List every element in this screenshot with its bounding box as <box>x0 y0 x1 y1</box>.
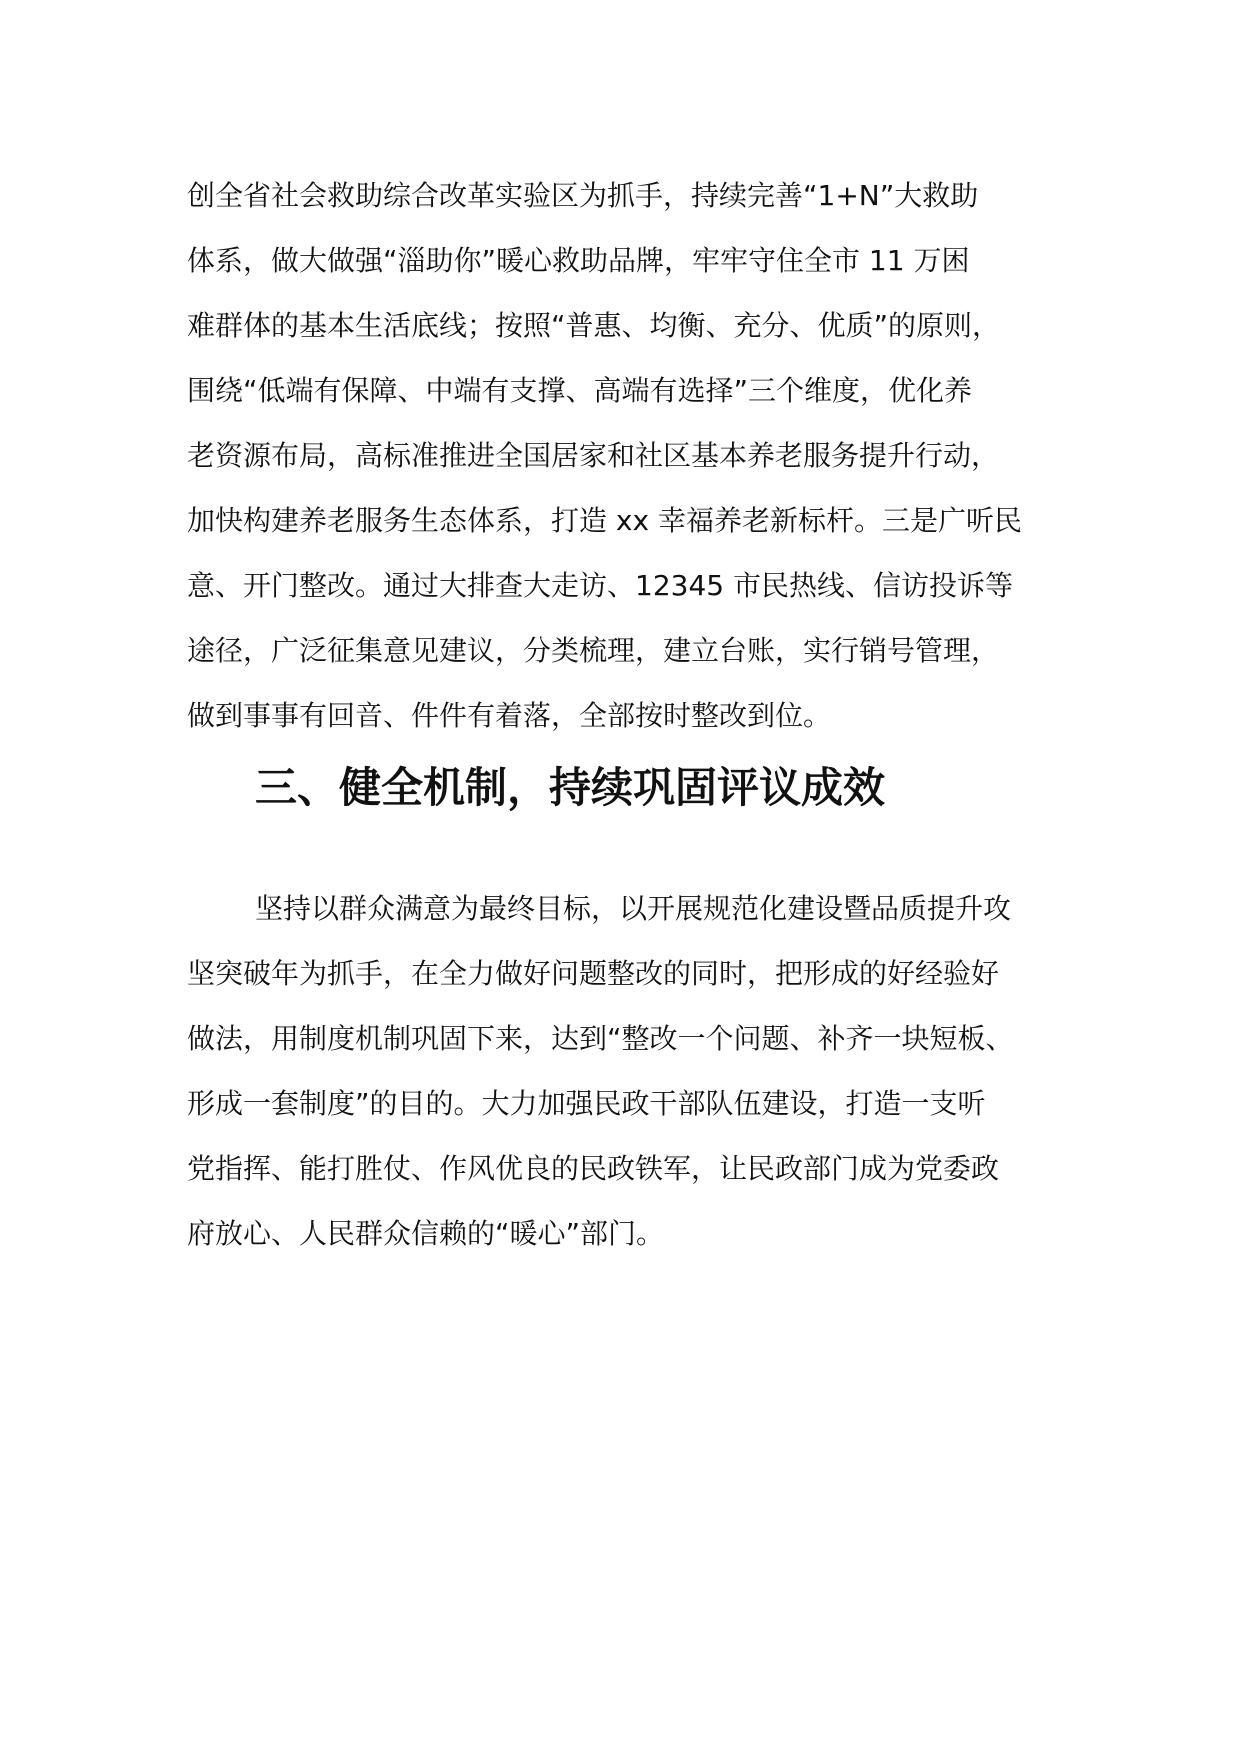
paragraph-line: 老资源布局，高标准推进全国居家和社区基本养老服务提升行动， <box>187 439 1000 472</box>
paragraph-line: 坚突破年为抓手，在全力做好问题整改的同时，把形成的好经验好 <box>187 956 1000 990</box>
paragraph-2 <box>187 884 1067 1274</box>
paragraph-line: 府放心、人民群众信赖的“暖心”部门。 <box>187 1216 665 1250</box>
paragraph-1 <box>187 171 1067 756</box>
document-body <box>187 171 1067 1274</box>
paragraph-line: 体系，做大做强“淄助你”暖心救助品牌，牢牢守住全市 11 万困 <box>187 244 970 277</box>
paragraph-line: 创全省社会救助综合改革实验区为抓手，持续完善“1+N”大救助 <box>187 179 979 212</box>
paragraph-line: 坚持以群众满意为最终目标，以开展规范化建设暨品质提升攻 <box>255 891 1012 925</box>
paragraph-line: 途径，广泛征集意见建议，分类梳理，建立台账，实行销号管理， <box>187 634 1000 667</box>
paragraph-line: 意、开门整改。通过大排查大走访、12345 市民热线、信访投诉等 <box>187 569 1013 602</box>
paragraph-line: 加快构建养老服务生态体系，打造 xx 幸福养老新标杆。三是广听民 <box>187 504 1022 537</box>
paragraph-line: 形成一套制度”的目的。大力加强民政干部队伍建设，打造一支听 <box>187 1086 986 1120</box>
section-heading: 三、健全机制，持续巩固评议成效 <box>255 763 886 812</box>
paragraph-line: 做法，用制度机制巩固下来，达到“整改一个问题、补齐一块短板、 <box>187 1021 1014 1055</box>
paragraph-line: 做到事事有回音、件件有着落，全部按时整改到位。 <box>187 699 832 732</box>
paragraph-line: 难群体的基本生活底线；按照“普惠、均衡、充分、优质”的原则， <box>187 309 1001 342</box>
paragraph-line: 围绕“低端有保障、中端有支撑、高端有选择”三个维度，优化养 <box>187 374 973 407</box>
paragraph-line: 党指挥、能打胜仗、作风优良的民政铁军，让民政部门成为党委政 <box>187 1151 1000 1185</box>
